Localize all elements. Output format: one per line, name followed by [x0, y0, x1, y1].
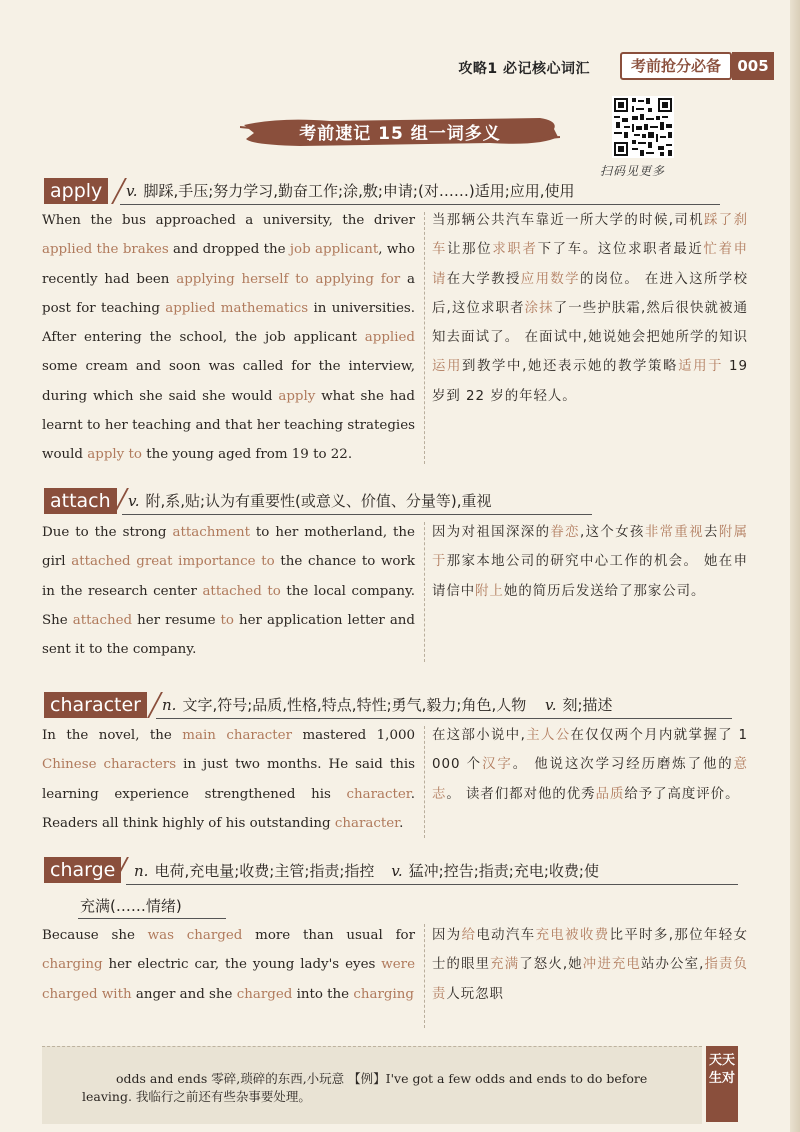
passage-text: 当那辆公共汽车靠近一所大学的时候,司机	[432, 213, 705, 228]
definition-text: 附,系,贴;认为有重要性(或意义、价值、分量等),重视	[145, 492, 492, 510]
highlighted-term: apply	[278, 388, 316, 404]
word-tag-character: character	[44, 692, 147, 718]
passage-text: the young aged from 19 to 22.	[141, 447, 353, 463]
part-of-speech-2: v.	[391, 862, 403, 880]
passage-text: the chance to work in the research center	[42, 554, 415, 599]
passage-text: in universities. After entering the school, the job applicant	[42, 300, 415, 346]
passage-text: into the	[292, 986, 354, 1002]
passage-text: 她的简历后发送给了那家公司。	[503, 583, 706, 599]
highlighted-term: 求职者	[492, 242, 538, 258]
definition-charge	[134, 860, 599, 881]
qr-code-icon[interactable]	[612, 96, 674, 158]
definition-text-2: 猛冲;控告;指责;充电;收费;使	[408, 862, 599, 880]
highlighted-term: Chinese characters	[42, 757, 177, 773]
highlighted-term: 附属于	[432, 525, 748, 570]
english-passage-apply	[42, 206, 415, 470]
passage-text: 人玩忽职	[446, 986, 504, 1002]
passage-text: 。 他说这次学习经历磨炼了他的	[512, 757, 734, 773]
highlighted-term: 意志	[432, 757, 748, 802]
part-of-speech: v.	[128, 492, 140, 510]
passage-text: her electric car, the young lady's eyes	[102, 957, 382, 973]
passage-text: some cream and soon was called for the interview, during which she said she would	[42, 359, 415, 404]
highlighted-term: was charged	[147, 928, 243, 943]
passage-text: 在仅仅两个月内就掌握了 1 000 个	[432, 728, 748, 773]
highlighted-term: 踩了刹车	[432, 213, 748, 258]
word-tag-apply: apply	[44, 178, 108, 204]
column-divider	[424, 924, 425, 1028]
word-tag-charge: charge	[44, 857, 121, 883]
qr-caption: 扫码见更多	[600, 164, 666, 178]
highlighted-term: to	[220, 612, 234, 628]
highlighted-term: charging	[353, 986, 414, 1002]
highlighted-term: 眷恋	[550, 525, 580, 540]
definition-underline	[156, 718, 732, 719]
passage-text: , who recently had been	[42, 242, 415, 287]
definition-text: 文字,符号;品质,性格,特点,特性;勇气,毅力;角色,人物	[182, 696, 527, 714]
passage-text: In the novel, the	[42, 728, 183, 743]
passage-text: 到教学中,她还表示她的教学策略	[462, 359, 679, 375]
part-of-speech: v.	[126, 182, 138, 200]
daily-tip-icon: 天天生对	[706, 1046, 738, 1122]
highlighted-term: 充电被收费	[535, 928, 610, 943]
passage-text: 在这部小说中,	[432, 728, 526, 743]
passage-text: 比平时多,那位年轻女士的眼里	[432, 928, 748, 973]
chinese-translation-apply	[432, 206, 748, 411]
highlighted-term: 附上	[475, 583, 504, 599]
highlighted-term: main character	[182, 728, 293, 743]
part-of-speech-2: v.	[545, 696, 557, 714]
chinese-translation-charge	[432, 921, 748, 1009]
column-divider	[424, 522, 425, 662]
passage-text: 因为	[432, 928, 462, 943]
banner-title: 考前速记 15 组一词多义	[299, 124, 501, 144]
highlighted-term: 涂抹	[524, 300, 554, 316]
passage-text: When the bus approached a university, the driver	[42, 213, 415, 228]
highlighted-term: attached great importance to	[71, 554, 275, 570]
highlighted-term: applying herself to applying for	[176, 271, 401, 287]
page-number: 005	[732, 52, 774, 80]
highlighted-term: applied	[364, 330, 415, 346]
passage-text: her application letter and sent it to the company.	[42, 612, 415, 658]
highlighted-term: 非常重视	[644, 525, 705, 540]
passage-text: 下了车。这位求职者最近	[537, 242, 704, 258]
highlighted-term: attached to	[202, 583, 281, 599]
highlighted-term: character	[334, 815, 400, 831]
passage-text: 的岗位。 在进入这所学校后,这位求职者	[432, 271, 748, 316]
highlighted-term: charging	[42, 957, 103, 973]
column-divider	[424, 212, 425, 464]
passage-text: a post for teaching	[42, 271, 415, 316]
highlighted-term: 冲进充电	[582, 957, 641, 973]
passage-text: Due to the strong	[42, 525, 173, 540]
passage-text: more than usual for	[242, 928, 416, 943]
highlighted-term: 适用于	[678, 359, 724, 375]
english-passage-character	[42, 721, 415, 838]
section-title: 攻略1 必记核心词汇	[458, 61, 590, 77]
passage-text: anger and she	[131, 986, 237, 1002]
definition-underline	[126, 884, 738, 885]
page-header	[0, 52, 800, 82]
word-tag-attach: attach	[44, 488, 117, 514]
highlighted-term: apply to	[87, 447, 142, 463]
passage-text: .	[399, 815, 404, 831]
section-banner	[240, 115, 560, 149]
passage-text: . Readers all think highly of his outstanding	[42, 786, 415, 831]
definition-underline	[122, 514, 592, 515]
passage-text: 站办公室,	[640, 957, 705, 973]
passage-text: her resume	[132, 612, 221, 628]
passage-text: ,这个女孩	[579, 525, 645, 540]
part-of-speech: n.	[162, 696, 177, 714]
definition-attach	[128, 490, 492, 511]
highlighted-term: 应用数学	[520, 271, 580, 287]
highlighted-term: attachment	[172, 525, 250, 540]
passage-text: what she had learnt to her teaching and that her teaching strategies would	[42, 388, 415, 463]
passage-text: mastered 1,000	[292, 728, 415, 743]
highlighted-term: 运用	[432, 359, 463, 375]
highlighted-term: 给	[461, 928, 477, 943]
highlighted-term: 汉字	[482, 757, 513, 773]
passage-text: 了怒火,她	[519, 957, 583, 973]
passage-text: 19 岁到 22 岁的年轻人。	[432, 359, 749, 404]
footer-line-2: leaving. 我临行之前还有些杂事要处理。	[82, 1089, 311, 1104]
passage-text: 了一些护肤霜,然后很快就被通知去面试了。 在面试中,她说她会把她所学的知识	[432, 300, 748, 346]
english-passage-attach	[42, 518, 415, 664]
highlighted-term: applied mathematics	[165, 300, 309, 316]
highlighted-term: charged	[236, 986, 293, 1002]
passage-text: 让那位	[447, 242, 493, 258]
highlighted-term: attached	[72, 612, 133, 628]
passage-text: and dropped the	[168, 242, 290, 258]
passage-text: 那家本地公司的研究中心工作的机会。 她在申请信中	[432, 554, 748, 599]
header-badge: 考前抢分必备	[620, 52, 732, 80]
highlighted-term: applied the brakes	[42, 242, 169, 258]
footer-line-1: odds and ends 零碎,琐碎的东西,小玩意 【例】I've got a few odds and ends to do before	[116, 1071, 648, 1086]
definition-text: 电荷,充电量;收费;主管;指责;指控	[154, 862, 375, 880]
page-edge	[790, 0, 800, 1132]
highlighted-term: 充满	[490, 957, 520, 973]
highlighted-term: job applicant	[289, 242, 379, 258]
part-of-speech: n.	[134, 862, 149, 880]
column-divider	[424, 726, 425, 838]
definition-underline	[78, 918, 226, 919]
passage-text: the local company. She	[42, 583, 415, 628]
passage-text: 因为对祖国深深的	[432, 525, 551, 540]
definition-underline	[120, 204, 720, 205]
highlighted-term: 指责负责	[432, 957, 748, 1002]
definition-charge-continued: 充满(……情绪)	[80, 897, 182, 915]
passage-text: 在大学教授	[446, 271, 521, 287]
passage-text: 电动汽车	[476, 928, 536, 943]
passage-text: in just two months. He said this learning experience strengthened his	[42, 757, 416, 802]
passage-text: 。 读者们都对他的优秀	[446, 786, 596, 802]
passage-text: 给予了高度评价。	[624, 786, 740, 802]
highlighted-term: 忙着申请	[432, 242, 749, 287]
english-passage-charge	[42, 921, 415, 1009]
passage-text: 去	[704, 525, 719, 540]
passage-text: to her motherland, the girl	[42, 525, 415, 570]
definition-apply	[126, 180, 575, 201]
highlighted-term: character	[346, 786, 411, 802]
passage-text: Because she	[42, 928, 148, 943]
chinese-translation-attach	[432, 518, 748, 606]
highlighted-term: 品质	[595, 786, 625, 802]
footer-tip-box	[42, 1046, 702, 1124]
highlighted-term: 主人公	[525, 728, 571, 743]
chinese-translation-character	[432, 721, 748, 809]
definition-text: 脚踩,手压;努力学习,勤奋工作;涂,敷;申请;(对……)适用;应用,使用	[143, 182, 575, 200]
definition-text-2: 刻;描述	[562, 696, 613, 714]
definition-character	[162, 694, 613, 715]
highlighted-term: were charged with	[42, 957, 415, 1002]
